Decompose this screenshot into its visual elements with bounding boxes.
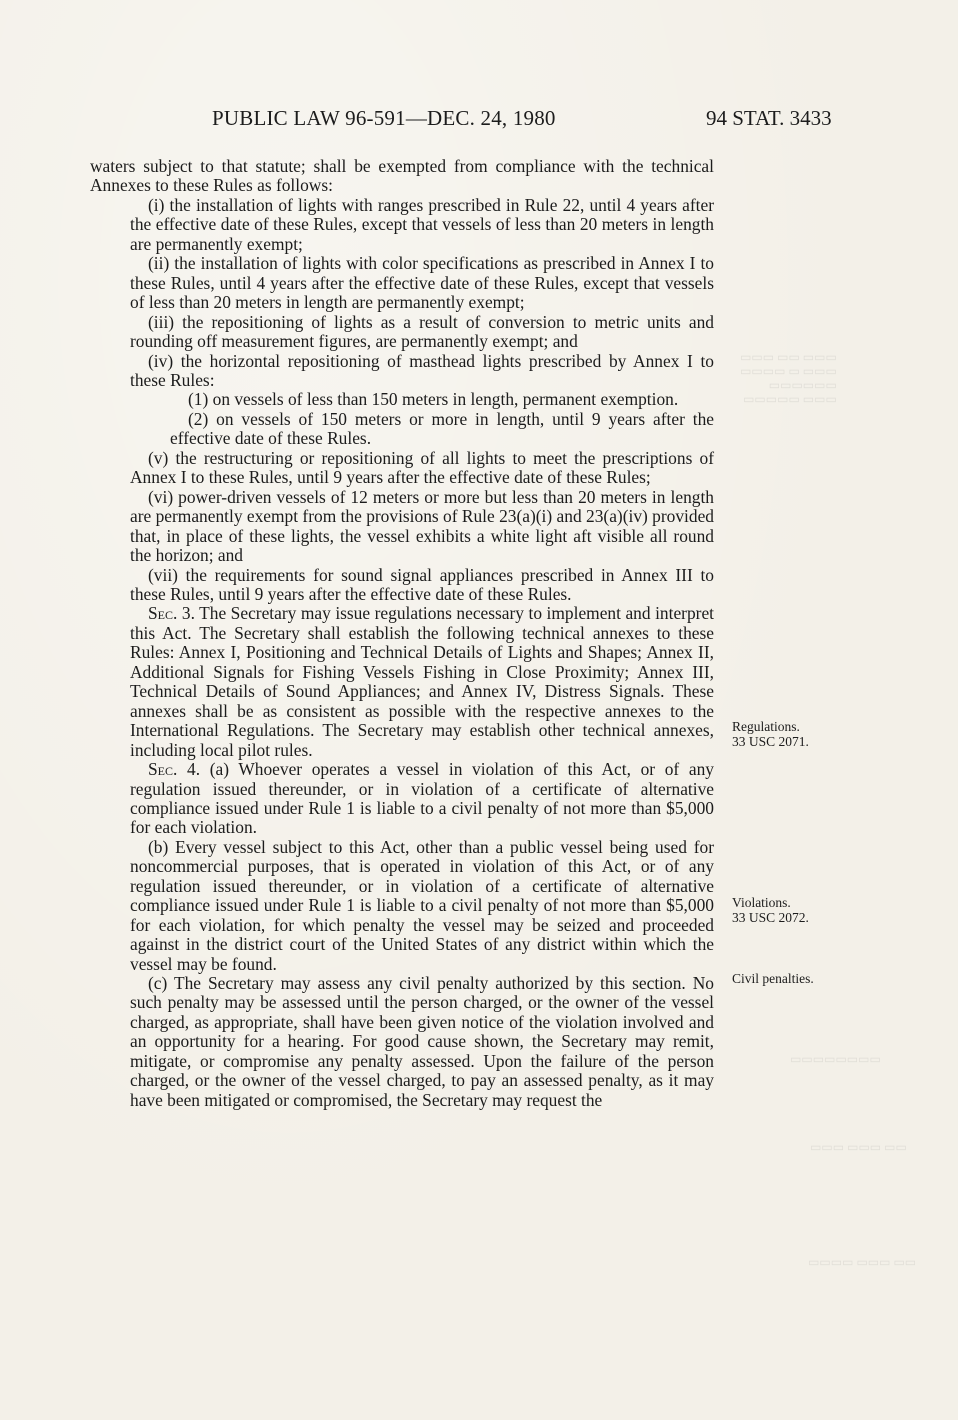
clause-vi: (vi) power-driven vessels of 12 meters or more but less than 20 meters in length are permanently exempt from the provisions of Rule 23(a)(i) and 23(a)(iv) provided that, in place of these lights, the vessel exhibits a white light aft visible all round the horizon; and [130,486,714,566]
section-4b: (b) Every vessel subject to this Act, other than a public vessel being used for noncommercial purposes, that is operated in violation of this Act, or of any regulation issued thereunder, or in violation of a certificate of alternative compliance issued under Rule 1 is liable to a civil penalty of not more than $5,000 for each violation, for which penalty the vessel may be seized and proceeded against in the district court of the United States of any district within which the vessel may be found. [130,836,714,974]
bleed-through-decoration: ▭▭ ▭▭▭ ▭▭▭ [810,1140,907,1154]
margin-note-regulations [732,719,809,749]
clause-i: (i) the installation of lights with ranges prescribed in Rule 22, until 4 years after the effective date of these Rules, except that vessels of less than 20 meters in length are permanently exempt; [130,194,714,254]
subclause-1: (1) on vessels of less than 150 meters in length, permanent exemption. [188,389,679,410]
section-4-label: Sec. 4. [148,759,201,780]
margin-note-citation: 33 USC 2072. [732,910,809,925]
clause-ii: (ii) the installation of lights with color specifications as prescribed in Annex I to these Rules, until 4 years after the effective date of these Rules, except that vessels of less than 20 meters in length are permanently exempt; [130,253,714,313]
section-3 [90,604,714,760]
section-4a-text: (a) Whoever operates a vessel in violation of this Act, or of any regulation issued thereunder, or in violation of a certificate of alternative compliance issued under Rule 1 is liable to a civil penalty of not more than $5,000 for each violation. [130,759,714,838]
clause-iii: (iii) the repositioning of lights as a result of conversion to metric units and rounding off measurement figures, are permanently exempt; and [130,311,714,352]
margin-note-line: Civil penalties. [732,971,814,986]
margin-note-line: Regulations. [732,719,800,734]
section-4a [90,760,714,838]
clause-iv: (iv) the horizontal repositioning of masthead lights prescribed by Annex I to these Rules: [130,350,714,390]
section-3-text: The Secretary may issue regulations necessary to implement and interpret this Act. The Secretary shall establish the following technical annexes to these Rules: Annex I, Positioning and Technical Details of Lights and Shapes; Annex II, Additional Signals for Fishing Vessels Fishing in Close Proximity; Annex III, Technical Details of Sound Appliances; and Annex IV, Distress Signals. These annexes shall be as consistent as possible with the respective annexes to the International Regulations. The Secretary may establish other technical annexes, including local pilot rules. [130,603,714,760]
clause-v: (v) the restructuring or repositioning of all lights to meet the prescriptions of Annex I to these Rules, until 9 years after the effective date of these Rules; [130,447,714,488]
body-text [90,157,714,1110]
running-head-title: PUBLIC LAW 96-591—DEC. 24, 1980 [212,106,556,130]
subclause-2: (2) on vessels of 150 meters or more in length, until 9 years after the effective date of these Rules. [170,408,714,449]
bleed-through-decoration: ▭▭▭ ▭▭ ▭▭▭ ▭▭▭ ▭ ▭▭▭▭ ▭▭▭▭▭▭ ▭▭▭ ▭▭▭▭▭ [740,350,837,406]
bleed-through-decoration: ▭▭▭▭▭▭▭▭ [790,1052,881,1066]
margin-note-citation: 33 USC 2071. [732,734,809,749]
bleed-through-decoration: ▭▭ ▭▭▭ ▭▭▭▭ [808,1255,917,1269]
margin-note-violations [732,895,809,925]
section-4c: (c) The Secretary may assess any civil penalty authorized by this section. No such penalty may be assessed until the person charged, or the owner of the vessel charged, as appropriate, shall have been given notice of the violation involved and an opportunity for a hearing. For good cause shown, the Secretary may remit, mitigate, or compromise any penalty assessed. Upon the failure of the person charged, or the owner of the vessel charged, to pay an assessed penalty, as it may have been mitigated or compromised, the Secretary may request the [130,973,714,1110]
running-head-stat: 94 STAT. 3433 [706,106,832,130]
margin-note-civil-penalties [732,971,814,986]
section-3-label: Sec. 3. [148,603,195,624]
margin-note-line: Violations. [732,895,791,910]
clause-vii: (vii) the requirements for sound signal appliances prescribed in Annex III to these Rules, until 9 years after the effective date of these Rules. [130,564,714,604]
paragraph: waters subject to that statute; shall be exempted from compliance with the technical Annexes to these Rules as follows: [90,156,714,196]
